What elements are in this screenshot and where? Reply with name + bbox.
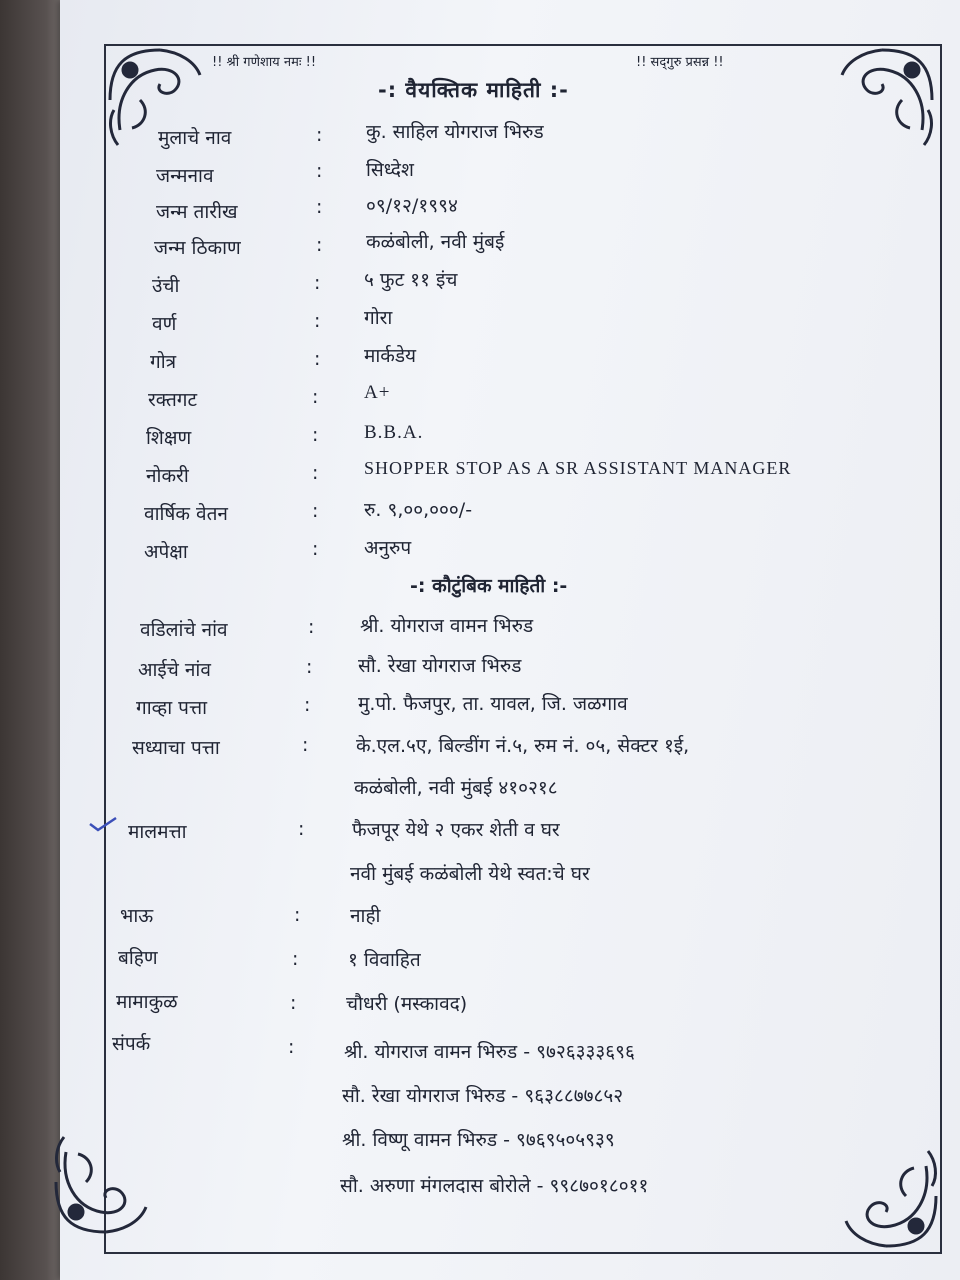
value-gotra: मार्कडेय — [364, 345, 417, 367]
label-gotra: गोत्र — [150, 351, 177, 373]
label-birth-date: जन्म तारीख — [156, 201, 238, 223]
value-birth-place: कळंबोली, नवी मुंबई — [366, 231, 505, 253]
page-title: -: वैयक्तिक माहिती :- — [378, 78, 569, 102]
label-birth-name: जन्मनाव — [156, 165, 214, 187]
label-annual-salary: वार्षिक वेतन — [144, 503, 228, 525]
separator: : — [312, 462, 319, 484]
value-job: SHOPPER STOP AS A SR ASSISTANT MANAGER — [364, 458, 792, 478]
label-expectation: अपेक्षा — [144, 541, 188, 563]
separator: : — [316, 196, 323, 218]
page-border — [104, 44, 942, 1254]
label-current-address: सध्याचा पत्ता — [132, 737, 220, 759]
label-height: उंची — [152, 275, 180, 297]
label-birth-place: जन्म ठिकाण — [154, 237, 241, 259]
separator: : — [304, 694, 311, 716]
label-job: नोकरी — [146, 465, 189, 487]
label-complexion: वर्ण — [152, 313, 177, 335]
value-property-line1: फैजपूर येथे २ एकर शेती व घर — [352, 819, 560, 841]
value-maternal-family: चौधरी (मस्कावद) — [346, 993, 468, 1015]
separator: : — [314, 310, 321, 332]
invocation-right: !! सद्‌गुरु प्रसन्न !! — [636, 55, 724, 70]
label-village-address: गाव्हा पत्ता — [136, 697, 208, 719]
contact-line-2: सौ. रेखा योगराज भिरुड - ९६३८८७७८५२ — [342, 1085, 624, 1107]
value-village-address: मु.पो. फैजपुर, ता. यावल, जि. जळगाव — [358, 693, 628, 715]
invocation-left: !! श्री गणेशाय नमः !! — [212, 55, 317, 70]
separator: : — [290, 992, 297, 1014]
separator: : — [292, 948, 299, 970]
value-current-address-line2: कळंबोली, नवी मुंबई ४१०२१८ — [354, 777, 558, 799]
separator: : — [302, 734, 309, 756]
value-mother: सौ. रेखा योगराज भिरुड — [358, 655, 522, 677]
separator: : — [308, 616, 315, 638]
separator: : — [316, 160, 323, 182]
value-current-address-line1: के.एल.५ए, बिल्डींग नं.५, रुम नं. ०५, सेक्टर १ई, — [356, 735, 690, 757]
value-complexion: गोरा — [364, 307, 393, 329]
value-expectation: अनुरुप — [364, 537, 412, 559]
label-contact: संपर्क — [112, 1033, 151, 1055]
separator: : — [312, 386, 319, 408]
value-annual-salary: रु. ९,००,०००/- — [364, 499, 473, 521]
separator: : — [294, 904, 301, 926]
label-property: मालमत्ता — [128, 821, 187, 843]
value-birth-date: ०९/१२/१९९४ — [366, 195, 458, 217]
label-name: मुलाचे नाव — [158, 127, 232, 149]
checkmark-icon — [88, 814, 118, 834]
corner-ornament-icon — [822, 40, 942, 160]
label-education: शिक्षण — [146, 427, 192, 449]
table-surface — [0, 0, 66, 1280]
label-maternal-family: मामाकुळ — [116, 991, 178, 1013]
value-brother: नाही — [350, 905, 381, 927]
corner-ornament-icon — [46, 1122, 166, 1242]
contact-line-1: श्री. योगराज वामन भिरुड - ९७२६३३३६९६ — [344, 1041, 635, 1063]
value-sister: १ विवाहित — [348, 949, 421, 971]
label-brother: भाऊ — [120, 905, 154, 927]
separator: : — [314, 272, 321, 294]
separator: : — [298, 818, 305, 840]
separator: : — [312, 500, 319, 522]
family-section-title: -: कौटुंबिक माहिती :- — [410, 575, 568, 597]
value-name: कु. साहिल योगराज भिरुड — [366, 121, 544, 143]
value-height: ५ फुट ११ इंच — [364, 269, 458, 291]
label-father: वडिलांचे नांव — [140, 619, 228, 641]
value-property-line2: नवी मुंबई कळंबोली येथे स्वत:चे घर — [350, 863, 590, 885]
separator: : — [312, 424, 319, 446]
corner-ornament-icon — [826, 1136, 946, 1256]
value-father: श्री. योगराज वामन भिरुड — [360, 615, 534, 637]
separator: : — [306, 656, 313, 678]
value-birth-name: सिध्देश — [366, 159, 414, 181]
separator: : — [316, 124, 323, 146]
contact-line-3: श्री. विष्णू वामन भिरुड - ९७६९५०५९३९ — [342, 1129, 615, 1151]
separator: : — [314, 348, 321, 370]
label-mother: आईचे नांव — [138, 659, 211, 681]
separator: : — [312, 538, 319, 560]
separator: : — [316, 234, 323, 256]
label-sister: बहिण — [118, 947, 158, 969]
label-blood-group: रक्तगट — [148, 389, 198, 411]
value-blood-group: A+ — [364, 382, 391, 403]
separator: : — [288, 1036, 295, 1058]
value-education: B.B.A. — [364, 422, 424, 443]
contact-line-4: सौ. अरुणा मंगलदास बोरोले - ९९८७०१८०११ — [340, 1175, 649, 1197]
